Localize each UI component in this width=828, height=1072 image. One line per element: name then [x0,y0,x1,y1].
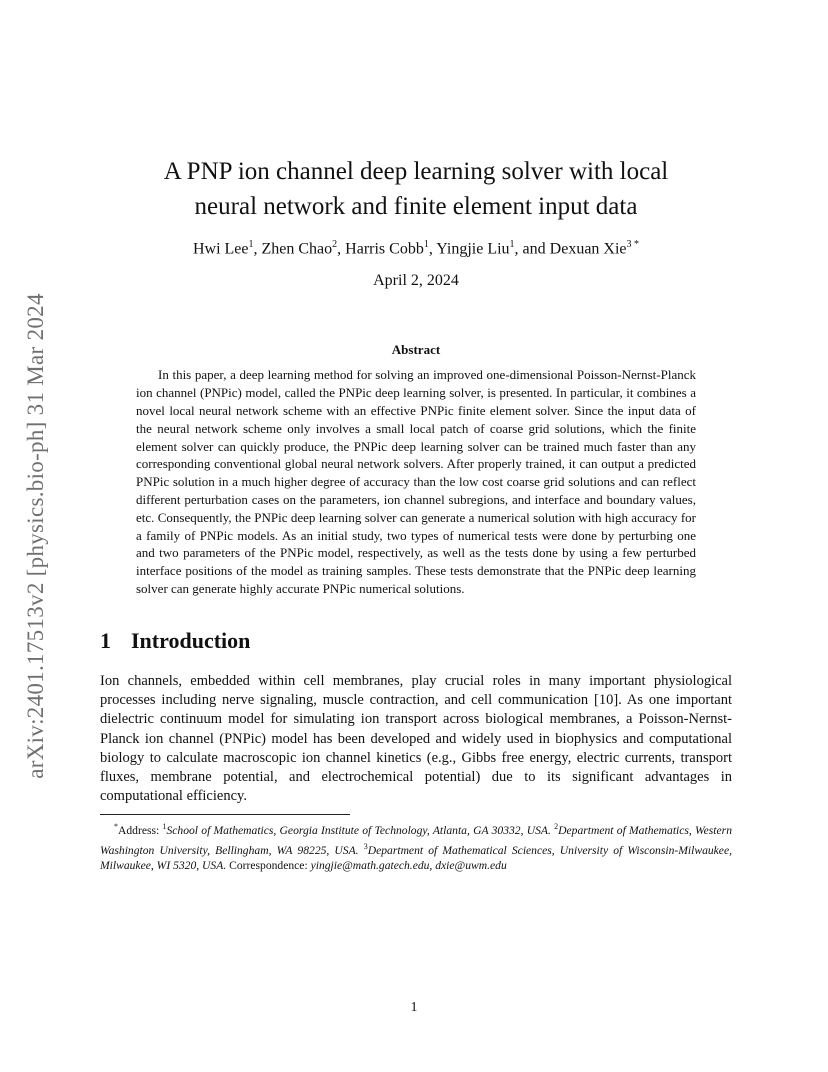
affiliation-mark: 3 * [626,239,640,250]
publication-date: April 2, 2024 [373,272,459,290]
title-line-1: A PNP ion channel deep learning solver with local [163,158,669,185]
correspondence-label: Correspondence: [229,859,308,873]
author-separator: , [428,240,437,258]
title-line-2: neural network and finite element input data [194,193,638,220]
author-separator: , [337,240,346,258]
author: Dexuan Xie [549,240,627,258]
author-separator: , and [514,240,550,258]
affiliation-mark: 1 [423,239,429,250]
affiliation-mark: 1 [162,821,167,831]
affiliation-2: Department of Mathematics, Western Washington University, Bellingham, WA 98225, USA. [100,823,732,857]
section-heading [100,628,732,654]
affiliation-mark: 2 [332,239,338,250]
page-number: 1 [410,1000,418,1015]
abstract-text: In this paper, a deep learning method for solving an improved one-dimensional Poisson-Nernst-Planck ion channel (PNPic) model, called the PNPic deep learning solver, is presented. In particular, it combines a novel local neural network scheme with an effective PNPic finite element solver. Since the input data of the neural network scheme only involves a small local patch of coarse grid solutions, which the finite element solver can quickly produce, the PNPic deep learning solver can be trained much faster than any corresponding conventional global neural network solvers. After properly trained, it can output a predicted PNPic solution in a much higher degree of accuracy than the low cost coarse grid solutions and can reflect different perturbation cases on the parameters, ion channel subregions, and interface and boundary values, etc. Consequently, the PNPic deep learning solver can generate a numerical solution with high accuracy for a family of PNPic models. As an initial study, two types of numerical tests were done by perturbing one and two parameters of the PNPic model, respectively, as well as the tests done by using a few perturbed interface positions of the model as training samples. These tests demonstrate that the PNPic deep learning solver can generate highly accurate PNPic numerical solutions. [136,367,696,596]
paper-title [100,154,732,224]
author: Hwi Lee [192,240,249,258]
author: Zhen Chao [261,240,333,258]
arxiv-identifier: arXiv:2401.17513v2 [physics.bio-ph] 31 Mar 2024 [23,293,49,779]
author: Yingjie Liu [436,240,510,258]
correspondence-emails: yingjie@math.gatech.edu, dxie@uwm.edu [310,859,507,873]
affiliation-mark: 2 [554,821,559,831]
footnote [100,819,732,875]
author-separator: , [253,240,262,258]
section-title: Introduction [131,627,251,653]
introduction-paragraph: Ion channels, embedded within cell membranes, play crucial roles in many important physiological processes including nerve signaling, muscle contraction, and cell communication [10]. As one important dielectric continuum model for simulating ion transport across biological membranes, a Poisson-Nernst-Planck ion channel (PNPic) model has been developed and widely used in biophysics and computational biology to calculate macroscopic ion channel kinetics (e.g., Gibbs free energy, electric currents, transport fluxes, membrane potential, and electrochemical potential) due to its significant advantages in computational efficiency. [100,672,732,805]
abstract [136,342,696,597]
footnote-divider [100,814,350,815]
affiliation-3: Department of Mathematical Sciences, University of Wisconsin-Milwaukee, Milwaukee, WI 5320, USA. [100,843,732,873]
paper-page [100,150,732,874]
affiliation-mark: 1 [248,239,254,250]
author-list [100,239,732,258]
address-label: Address: [118,823,160,837]
abstract-heading: Abstract [391,342,441,358]
affiliation-1: School of Mathematics, Georgia Institute of Technology, Atlanta, GA 30332, USA. [166,823,551,837]
footnote-mark: * [114,821,118,831]
section-number: 1 [100,627,111,653]
affiliation-mark: 3 [363,841,368,851]
author: Harris Cobb [345,240,424,258]
arxiv-identifier-sidebar [22,250,50,822]
affiliation-mark: 1 [509,239,515,250]
